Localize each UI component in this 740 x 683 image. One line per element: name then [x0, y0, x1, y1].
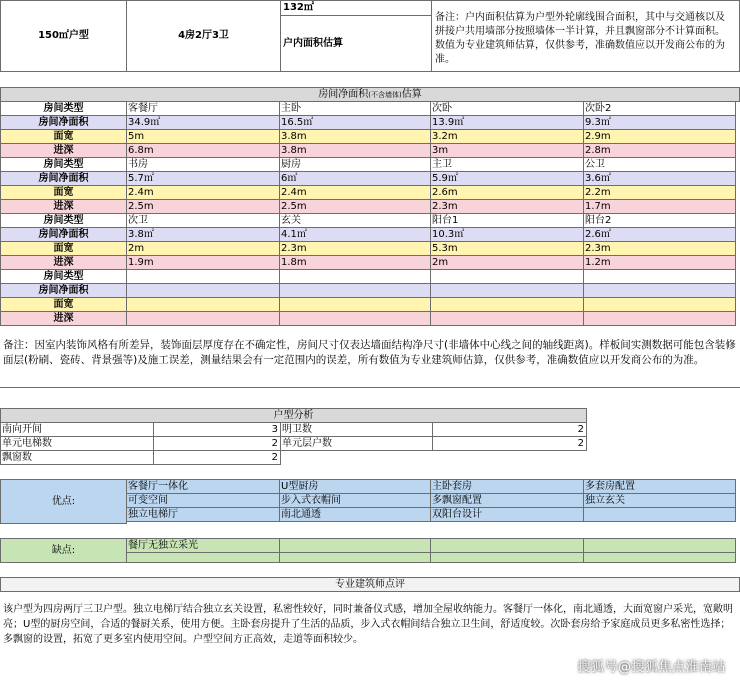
analysis-title [0, 408, 587, 423]
advantage-item: 多套房配置 [583, 479, 736, 494]
room-area-cell: 16.5㎡ [279, 115, 431, 130]
room-area-cell [430, 283, 584, 298]
room-depth-cell: 1.8m [279, 255, 431, 270]
room-depth-cell: 1.9m [126, 255, 280, 270]
room-width-cell: 2.4m [279, 185, 431, 200]
room-area-cell [126, 283, 280, 298]
advantage-item: 客餐厅一体化 [126, 479, 280, 494]
room-row-label: 房间类型 [0, 157, 127, 172]
room-type-cell [583, 269, 736, 284]
room-area-cell: 5.7㎡ [126, 171, 280, 186]
unit-layout: 4房2厅3卫 [178, 30, 229, 41]
room-width-cell: 2m [126, 241, 280, 256]
room-depth-cell: 3.8m [279, 143, 431, 158]
review-text: 该户型为四房两厅三卫户型。独立电梯厅结合独立玄关设置，私密性较好，同时兼备仪式感，增加全屋收纳能力。客餐厅一体化，南北通透，大面宽窗户采光，宽敞明亮；U型的厨房空间，合适的餐厨关系，使用方便。主卧套房提升了生活的品质，步入式衣帽间结合独立卫生间，舒适度较。次卧套房给予家庭成员更多私密性选择；多飘窗的设置，拓宽了更多室内使用空间。户型空间方正高效，走道等面积较少。 [3, 604, 733, 645]
room-area-cell: 13.9㎡ [430, 115, 584, 130]
advantage-item: U型厨房 [279, 479, 431, 494]
watermark: 搜狐号@搜狐焦点淮南站 [577, 660, 726, 675]
room-row-label: 面宽 [0, 129, 127, 144]
room-width-cell: 3.8m [279, 129, 431, 144]
room-type-cell: 阳台2 [583, 213, 736, 228]
review-title-text: 专业建筑师点评 [335, 579, 405, 590]
room-area-cell: 3.6㎡ [583, 171, 736, 186]
disadvantage-item [279, 538, 431, 553]
advantage-item: 独立电梯厅 [126, 507, 280, 522]
unit-type-cell [0, 0, 127, 72]
room-width-cell [583, 297, 736, 312]
room-depth-cell: 2.8m [583, 143, 736, 158]
room-depth-cell [279, 311, 431, 326]
disadvantage-item [583, 538, 736, 553]
analysis-right-value: 2 [432, 422, 587, 437]
room-area-cell: 5.9㎡ [430, 171, 584, 186]
room-width-cell [279, 297, 431, 312]
room-row-label: 进深 [0, 255, 127, 270]
room-table-title-tail: 估算 [401, 89, 422, 100]
room-area-cell [279, 283, 431, 298]
advantage-item: 双阳台设计 [430, 507, 584, 522]
room-area-cell: 3.8㎡ [126, 227, 280, 242]
disadvantage-empty-cell [583, 552, 736, 563]
room-type-cell: 书房 [126, 157, 280, 172]
room-depth-cell: 2m [430, 255, 584, 270]
room-type-cell: 玄关 [279, 213, 431, 228]
room-table-title [0, 87, 740, 102]
room-row-label: 房间净面积 [0, 115, 127, 130]
room-type-cell: 次卧2 [583, 101, 736, 116]
disadvantages-label: 缺点: [51, 545, 76, 556]
room-row-label: 房间净面积 [0, 171, 127, 186]
room-row-label: 房间净面积 [0, 283, 127, 298]
area-note-cell [431, 0, 740, 72]
room-type-cell: 厨房 [279, 157, 431, 172]
room-depth-cell: 2.5m [279, 199, 431, 214]
room-type-cell: 次卫 [126, 213, 280, 228]
analysis-left-value: 2 [153, 450, 281, 465]
room-row-label: 房间类型 [0, 101, 127, 116]
analysis-left-value: 2 [153, 436, 281, 451]
area-value: 132㎡ [283, 2, 314, 13]
room-area-cell: 2.6㎡ [583, 227, 736, 242]
room-row-label: 面宽 [0, 185, 127, 200]
room-width-cell: 3.2m [430, 129, 584, 144]
analysis-left-label: 南向开间 [0, 422, 154, 437]
room-type-cell: 阳台1 [430, 213, 584, 228]
room-row-label: 进深 [0, 311, 127, 326]
disadvantage-item [430, 538, 584, 553]
room-depth-cell [583, 311, 736, 326]
advantage-item [583, 507, 736, 522]
room-type-cell: 主卫 [430, 157, 584, 172]
advantage-item: 步入式衣帽间 [279, 493, 431, 508]
room-depth-cell [126, 311, 280, 326]
room-depth-cell: 3m [430, 143, 584, 158]
advantage-item: 南北通透 [279, 507, 431, 522]
room-table-title-small: (不含墙体) [368, 91, 402, 99]
layout-cell [126, 0, 281, 72]
room-area-cell: 10.3㎡ [430, 227, 584, 242]
room-area-cell: 34.9㎡ [126, 115, 280, 130]
room-width-cell: 5.3m [430, 241, 584, 256]
room-area-cell [583, 283, 736, 298]
analysis-left-label: 单元电梯数 [0, 436, 154, 451]
analysis-right-label: 明卫数 [280, 422, 433, 437]
disadvantage-empty-cell [126, 552, 280, 563]
room-row-label: 房间净面积 [0, 227, 127, 242]
room-depth-cell: 2.5m [126, 199, 280, 214]
room-row-label: 面宽 [0, 297, 127, 312]
room-type-cell [279, 269, 431, 284]
advantages-label-cell [0, 479, 127, 524]
room-type-cell: 主卧 [279, 101, 431, 116]
room-width-cell: 2.2m [583, 185, 736, 200]
room-width-cell [430, 297, 584, 312]
room-width-cell: 2.6m [430, 185, 584, 200]
unit-type: 150㎡户型 [38, 30, 89, 41]
area-label-cell [280, 15, 432, 72]
room-table-title-main: 房间净面积 [318, 89, 369, 100]
analysis-left-value: 3 [153, 422, 281, 437]
room-area-cell: 9.3㎡ [583, 115, 736, 130]
room-note: 备注：因室内装饰风格有所差异，装饰面层厚度存在不确定性，房间尺寸仅表达墙面结构净尺寸(非墙体中心线之间的轴线距离)。样板间实测数据可能包含装修面层(粉刷、瓷砖、背景强等)及施工误差，测量结果会有一定范围内的误差，所有数值为专业建筑师估算，仅供参考，准确数值应以开发商公布的为准。 [3, 339, 736, 366]
room-width-cell: 2.3m [279, 241, 431, 256]
area-value-cell [280, 0, 432, 16]
room-width-cell: 2.4m [126, 185, 280, 200]
room-type-cell: 客餐厅 [126, 101, 280, 116]
room-area-cell: 6㎡ [279, 171, 431, 186]
room-row-label: 进深 [0, 143, 127, 158]
room-depth-cell: 1.7m [583, 199, 736, 214]
room-type-cell [430, 269, 584, 284]
room-note-cell [0, 329, 740, 388]
room-width-cell: 5m [126, 129, 280, 144]
advantage-item: 主卧套房 [430, 479, 584, 494]
advantages-label: 优点: [51, 496, 76, 507]
room-width-cell [126, 297, 280, 312]
disadvantages-label-cell [0, 538, 127, 563]
disadvantage-empty-cell [430, 552, 584, 563]
room-row-label: 面宽 [0, 241, 127, 256]
disadvantage-item: 餐厅无独立采光 [126, 538, 280, 553]
room-row-label: 房间类型 [0, 269, 127, 284]
room-depth-cell: 1.2m [583, 255, 736, 270]
advantage-item: 可变空间 [126, 493, 280, 508]
room-row-label: 房间类型 [0, 213, 127, 228]
analysis-left-label: 飘窗数 [0, 450, 154, 465]
analysis-right-label: 单元层户数 [280, 436, 433, 451]
room-depth-cell: 6.8m [126, 143, 280, 158]
room-area-cell: 4.1㎡ [279, 227, 431, 242]
advantage-item: 多飘窗配置 [430, 493, 584, 508]
review-title [0, 577, 740, 592]
room-width-cell: 2.3m [583, 241, 736, 256]
room-type-cell [126, 269, 280, 284]
room-row-label: 进深 [0, 199, 127, 214]
analysis-right-value: 2 [432, 436, 587, 451]
room-width-cell: 2.9m [583, 129, 736, 144]
room-type-cell: 公卫 [583, 157, 736, 172]
room-depth-cell [430, 311, 584, 326]
advantage-item: 独立玄关 [583, 493, 736, 508]
room-depth-cell: 2.3m [430, 199, 584, 214]
area-label: 户内面积估算 [283, 38, 343, 49]
area-note: 备注：户内面积估算为户型外轮廓线围合面积，其中与交通核以及拼接户共用墙部分按照墙体一半计算，并且飘窗部分不计算面积。数值为专业建筑师估算，仅供参考，准确数值应以开发商公布的为准。 [435, 12, 725, 65]
room-type-cell: 次卧 [430, 101, 584, 116]
analysis-title-text: 户型分析 [273, 410, 314, 421]
disadvantage-empty-cell [279, 552, 431, 563]
